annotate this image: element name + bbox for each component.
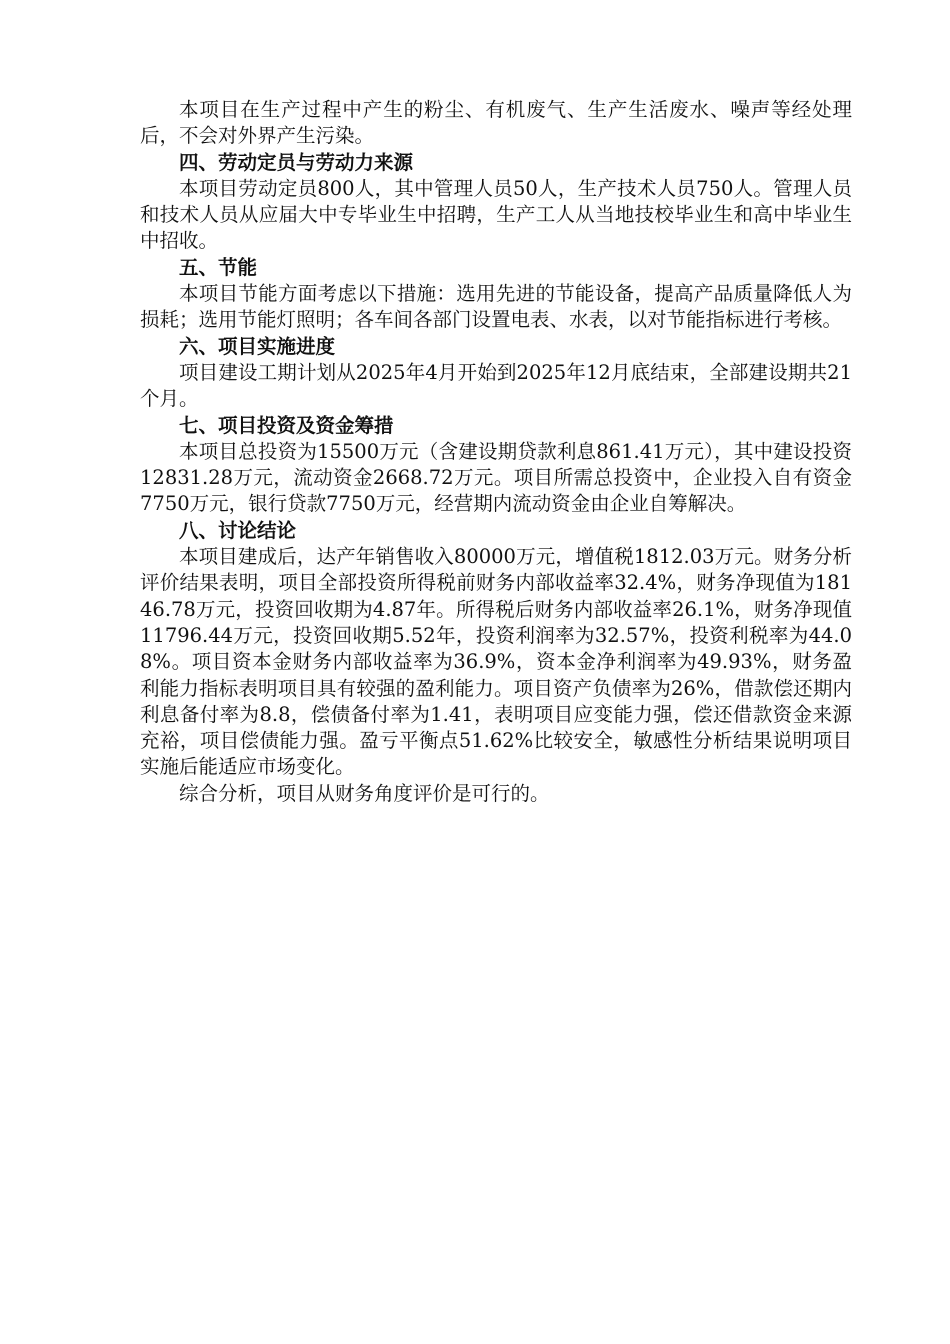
document-body xyxy=(140,97,852,807)
conclusion-paragraph: 本项目建成后，达产年销售收入80000万元，增值税1812.03万元。财务分析评价结果表明，项目全部投资所得税前财务内部收益率32.4%，财务净现值为18146.78万元，投资回收期为4.87年。所得税后财务内部收益率26.1%，财务净现值11796.44万元，投资回收期5.52年，投资利润率为32.57%，投资利税率为44.08%。项目资本金财务内部收益率为36.9%，资本金净利润率为49.93%，财务盈利能力指标表明项目具有较强的盈利能力。项目资产负债率为26%，借款偿还期内利息备付率为8.8，偿债备付率为1.41，表明项目应变能力强，偿还借款资金来源充裕，项目偿债能力强。盈亏平衡点51.62%比较安全，敏感性分析结果说明项目实施后能适应市场变化。 xyxy=(140,545,852,779)
schedule-paragraph: 项目建设工期计划从2025年4月开始到2025年12月底结束，全部建设期共21个月。 xyxy=(140,360,852,411)
pollution-paragraph: 本项目在生产过程中产生的粉尘、有机废气、生产生活废水、噪声等经处理后，不会对外界产生污染。 xyxy=(140,98,852,148)
conclusion-summary: 综合分析，项目从财务角度评价是可行的。 xyxy=(179,781,550,805)
section-heading-conclusion: 八、讨论结论 xyxy=(179,518,297,542)
section-heading-energy: 五、节能 xyxy=(179,255,258,279)
section-heading-investment: 七、项目投资及资金筹措 xyxy=(179,413,394,437)
section-heading-schedule: 六、项目实施进度 xyxy=(179,334,336,358)
energy-paragraph: 本项目节能方面考虑以下措施：选用先进的节能设备，提高产品质量降低人为损耗；选用节能灯照明；各车间各部门设置电表、水表，以对节能指标进行考核。 xyxy=(140,282,852,332)
section-heading-labor: 四、劳动定员与劳动力来源 xyxy=(179,150,414,174)
investment-paragraph: 本项目总投资为15500万元（含建设期贷款利息861.41万元），其中建设投资12831.28万元，流动资金2668.72万元。项目所需总投资中，企业投入自有资金7750万元，银行贷款7750万元，经营期内流动资金由企业自筹解决。 xyxy=(140,439,852,516)
labor-paragraph: 本项目劳动定员800人，其中管理人员50人，生产技术人员750人。管理人员和技术人员从应届大中专毕业生中招聘，生产工人从当地技校毕业生和高中毕业生中招收。 xyxy=(140,176,852,253)
